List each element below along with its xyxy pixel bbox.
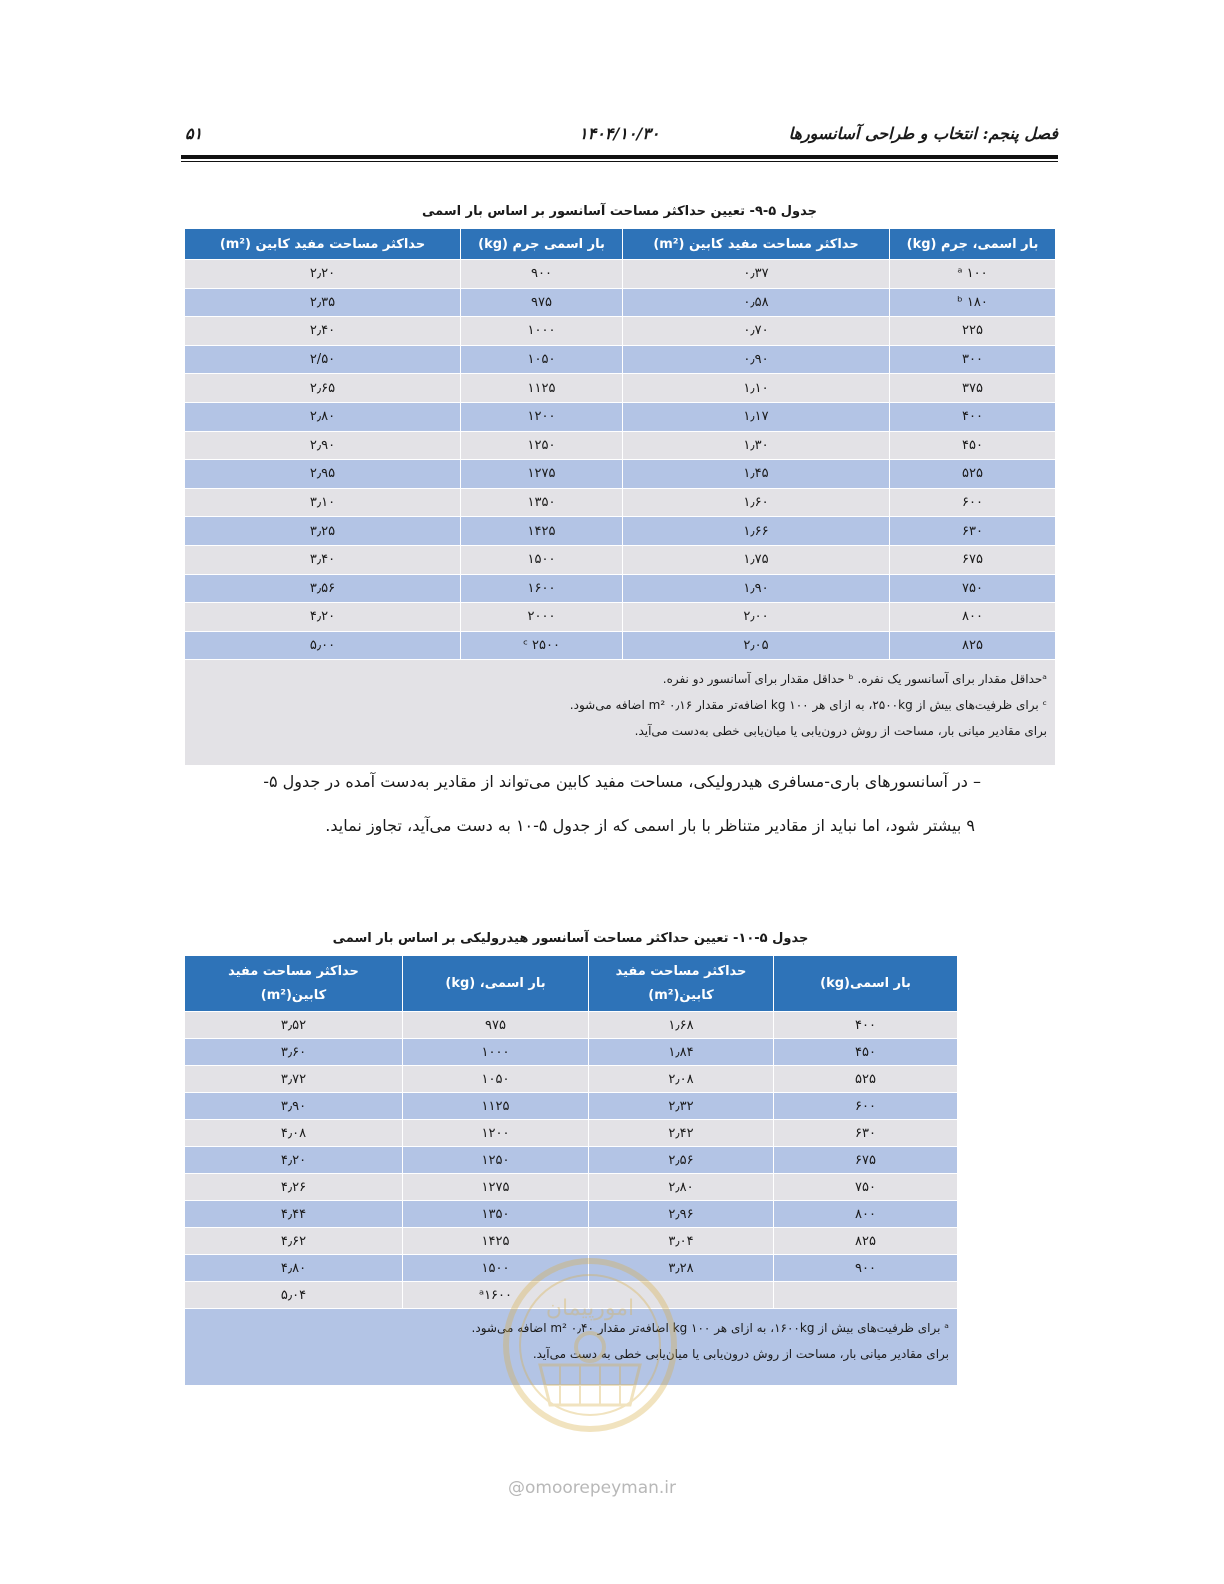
table-row bbox=[185, 260, 1056, 289]
table2-cell: ۳٫۲۸ bbox=[589, 1255, 774, 1282]
table2-footnote: برای مقادیر میانی بار، مساحت از روش درون‌یابی یا میان‌یابی خطی به دست می‌آید. bbox=[532, 1347, 949, 1361]
table2-cell: ۱۳۵۰ bbox=[403, 1201, 589, 1228]
table1-cell: ۱۵۰۰ bbox=[461, 545, 623, 574]
table1-cell: ۱٫۱۰ bbox=[623, 374, 890, 403]
table1-footnote: ᶜ برای ظرفیت‌های بیش از ۲۵۰۰kg، به ازای هر ۱۰۰ kg اضافه‌تر مقدار ۰٫۱۶ m² اضافه می‌شود. bbox=[569, 698, 1047, 713]
table2-caption: جدول ۵-۱۰- تعیین حداکثر مساحت آسانسور هیدرولیکی بر اساس بار اسمی bbox=[332, 931, 809, 946]
table2-cell: ۴۰۰ bbox=[774, 1012, 958, 1039]
table2-cell: ۳٫۰۴ bbox=[589, 1228, 774, 1255]
table1-cell: ۵٫۰۰ bbox=[185, 631, 461, 660]
table2-cell: ۲٫۳۲ bbox=[589, 1093, 774, 1120]
table-row bbox=[185, 402, 1056, 431]
table1-cell: ۱۸۰ ᵇ bbox=[890, 288, 1056, 317]
table2-cell: ۱۱۲۵ bbox=[403, 1093, 589, 1120]
table-row bbox=[185, 1039, 958, 1066]
table2-cell: ۱٫۸۴ bbox=[589, 1039, 774, 1066]
table1-cell: ۳٫۲۵ bbox=[185, 517, 461, 546]
table2-cell: ۴٫۲۰ bbox=[185, 1147, 403, 1174]
table2-cell: ۳٫۷۲ bbox=[185, 1066, 403, 1093]
table1-cell: ۱۰۰۰ bbox=[461, 317, 623, 346]
table-row bbox=[185, 1201, 958, 1228]
table1-cell: ۱٫۶۶ bbox=[623, 517, 890, 546]
table-row bbox=[185, 603, 1056, 632]
table-row bbox=[185, 431, 1056, 460]
table2-header-cell bbox=[403, 956, 589, 1012]
table2-cell: ۵۲۵ bbox=[774, 1066, 958, 1093]
table1-cell: ۱٫۹۰ bbox=[623, 574, 890, 603]
table1-cell: ۳٫۴۰ bbox=[185, 545, 461, 574]
table2-cell: ۱۰۰۰ bbox=[403, 1039, 589, 1066]
table1-header-cell: بار اسمی، جرم (kg) bbox=[890, 229, 1056, 260]
table1-cell: ۲٫۴۰ bbox=[185, 317, 461, 346]
watermark-logo bbox=[500, 1255, 680, 1435]
table2-footnote: ᵃ برای ظرفیت‌های بیش از ۱۶۰۰kg، به ازای هر ۱۰۰ kg اضافه‌تر مقدار ۰٫۴۰ m² اضافه می‌شود. bbox=[471, 1321, 949, 1335]
table1-cell: ۱۳۵۰ bbox=[461, 488, 623, 517]
table1-footnote: ᵃحداقل مقدار برای آسانسور یک نفره. ᵇ حداقل مقدار برای آسانسور دو نفره. bbox=[662, 672, 1047, 687]
page-header bbox=[181, 122, 1058, 152]
table1-cell: ۲/۵۰ bbox=[185, 345, 461, 374]
table1-cell: ۸۲۵ bbox=[890, 631, 1056, 660]
table2-header-cell bbox=[589, 956, 774, 1012]
table1-cell: ۱٫۱۷ bbox=[623, 402, 890, 431]
table2-cell: ۳٫۶۰ bbox=[185, 1039, 403, 1066]
table2-cell: ۱۲۷۵ bbox=[403, 1174, 589, 1201]
table1-header-cell: بار اسمی جرم (kg) bbox=[461, 229, 623, 260]
table2-cell: ۹۷۵ bbox=[403, 1012, 589, 1039]
table2-header-cell bbox=[774, 956, 958, 1012]
table1-cell: ۸۰۰ bbox=[890, 603, 1056, 632]
table2-header-line: بار اسمی، (kg) bbox=[445, 975, 546, 991]
table1-cell: ۴٫۲۰ bbox=[185, 603, 461, 632]
table2-cell: ۲٫۵۶ bbox=[589, 1147, 774, 1174]
table1-header-cell: حداکثر مساحت مفید کابین (m²) bbox=[623, 229, 890, 260]
table2-cell: ۱۲۰۰ bbox=[403, 1120, 589, 1147]
header-divider bbox=[181, 155, 1058, 159]
table1-cell: ۲٫۹۰ bbox=[185, 431, 461, 460]
table-row bbox=[185, 345, 1056, 374]
table2-cell: ۸۰۰ bbox=[774, 1201, 958, 1228]
table-row bbox=[185, 1174, 958, 1201]
table1-cell: ۰٫۵۸ bbox=[623, 288, 890, 317]
table2-cell: ۴٫۴۴ bbox=[185, 1201, 403, 1228]
table2-cell: ۴٫۲۶ bbox=[185, 1174, 403, 1201]
table1-cell: ۳۰۰ bbox=[890, 345, 1056, 374]
table-row bbox=[185, 460, 1056, 489]
table2-cell: ۲٫۹۶ bbox=[589, 1201, 774, 1228]
table2-header-line: حداکثر مساحت مفید bbox=[228, 963, 359, 979]
table2-cell: ۱۲۵۰ bbox=[403, 1147, 589, 1174]
table2-cell: ۲٫۸۰ bbox=[589, 1174, 774, 1201]
table1-cell: ۹۷۵ bbox=[461, 288, 623, 317]
table2-cell: ۱۵۰۰ bbox=[403, 1255, 589, 1282]
table2-cell: ۵٫۰۴ bbox=[185, 1282, 403, 1309]
table1-notes bbox=[185, 660, 1056, 766]
table1-cell: ۴۵۰ bbox=[890, 431, 1056, 460]
table1-cell: ۰٫۹۰ bbox=[623, 345, 890, 374]
body-paragraph-line2: ۹ بیشتر شود، اما نباید از مقادیر متناظر با بار اسمی که از جدول ۵-۱۰ به دست می‌آید، تجاوز نماید. bbox=[325, 816, 975, 835]
table1-cell: ۱٫۴۵ bbox=[623, 460, 890, 489]
table1-cell: ۲٫۶۵ bbox=[185, 374, 461, 403]
table1-cell: ۲۲۵ bbox=[890, 317, 1056, 346]
chapter-title: فصل پنجم: انتخاب و طراحی آسانسورها bbox=[788, 124, 1058, 143]
table-row bbox=[185, 1228, 958, 1255]
table1-cell: ۱٫۷۵ bbox=[623, 545, 890, 574]
table-row bbox=[185, 1012, 958, 1039]
table2-cell: ۱۰۵۰ bbox=[403, 1066, 589, 1093]
watermark-site: @omoorepeyman.ir bbox=[508, 1478, 677, 1498]
table1-cell: ۴۰۰ bbox=[890, 402, 1056, 431]
table1-cell: ۹۰۰ bbox=[461, 260, 623, 289]
table2-cell: ۲٫۰۸ bbox=[589, 1066, 774, 1093]
table2-header-line: کابین(m²) bbox=[648, 987, 714, 1003]
table2-cell: ۷۵۰ bbox=[774, 1174, 958, 1201]
table2-cell: ᵃ۱۶۰۰ bbox=[403, 1282, 589, 1309]
table2-cell: ۳٫۹۰ bbox=[185, 1093, 403, 1120]
body-paragraph-line1: – در آسانسورهای باری-مسافری هیدرولیکی، مساحت مفید کابین می‌تواند از مقادیر به‌دست آمده در جدول ۵- bbox=[263, 772, 981, 791]
table1-cell: ۳۷۵ bbox=[890, 374, 1056, 403]
table2-cell: ۶۰۰ bbox=[774, 1093, 958, 1120]
table2-cell: ۸۲۵ bbox=[774, 1228, 958, 1255]
table1-cell: ۰٫۷۰ bbox=[623, 317, 890, 346]
table-row bbox=[185, 1066, 958, 1093]
table-row bbox=[185, 517, 1056, 546]
table1-cell: ۲۰۰۰ bbox=[461, 603, 623, 632]
table1-cell: ۱۴۲۵ bbox=[461, 517, 623, 546]
table1-cell: ۱۱۲۵ bbox=[461, 374, 623, 403]
watermark-logo-text: امورپیمان bbox=[545, 1296, 635, 1321]
table-row bbox=[185, 488, 1056, 517]
table1-cell: ۶۳۰ bbox=[890, 517, 1056, 546]
table1-notes-row bbox=[185, 660, 1056, 766]
table1-cell: ۱٫۶۰ bbox=[623, 488, 890, 517]
table1-cell: ۲٫۸۰ bbox=[185, 402, 461, 431]
table-row bbox=[185, 545, 1056, 574]
table1-cell: ۶۷۵ bbox=[890, 545, 1056, 574]
table1-header-cell: حداکثر مساحت مفید کابین (m²) bbox=[185, 229, 461, 260]
table-row bbox=[185, 1147, 958, 1174]
table1-cell: ۱٫۳۰ bbox=[623, 431, 890, 460]
table1-cell: ۰٫۳۷ bbox=[623, 260, 890, 289]
table2-cell: ۲٫۴۲ bbox=[589, 1120, 774, 1147]
table1-cell: ۲٫۹۵ bbox=[185, 460, 461, 489]
table-row bbox=[185, 317, 1056, 346]
table1-header-row bbox=[185, 229, 1056, 260]
table1-cell: ۱۲۵۰ bbox=[461, 431, 623, 460]
table2-cell: ۴٫۰۸ bbox=[185, 1120, 403, 1147]
page-number: ۵۱ bbox=[185, 124, 203, 143]
table1-cell: ۲٫۰۵ bbox=[623, 631, 890, 660]
table2-cell: ۴٫۶۲ bbox=[185, 1228, 403, 1255]
table1-cell: ۱۰۰ ᵃ bbox=[890, 260, 1056, 289]
table1-cell: ۷۵۰ bbox=[890, 574, 1056, 603]
header-divider-thin bbox=[181, 161, 1058, 162]
table1-cell: ۳٫۵۶ bbox=[185, 574, 461, 603]
table1-cell: ۱۶۰۰ bbox=[461, 574, 623, 603]
table1-cell: ᶜ ۲۵۰۰ bbox=[461, 631, 623, 660]
table1-cell: ۲٫۰۰ bbox=[623, 603, 890, 632]
table1-cell: ۳٫۱۰ bbox=[185, 488, 461, 517]
table2-cell: ۱۴۲۵ bbox=[403, 1228, 589, 1255]
table-row bbox=[185, 1093, 958, 1120]
table1-footnote: برای مقادیر میانی بار، مساحت از روش درون‌یابی یا میان‌یابی خطی به‌دست می‌آید. bbox=[634, 724, 1047, 739]
table2-header-line: بار اسمی(kg) bbox=[820, 975, 911, 991]
table-row bbox=[185, 288, 1056, 317]
table-row bbox=[185, 374, 1056, 403]
table2-cell: ۶۳۰ bbox=[774, 1120, 958, 1147]
table1-cell: ۲٫۳۵ bbox=[185, 288, 461, 317]
table1-caption: جدول ۵-۹- تعیین حداکثر مساحت آسانسور بر اساس بار اسمی bbox=[421, 204, 817, 219]
table-row bbox=[185, 1120, 958, 1147]
table1-cell: ۲٫۲۰ bbox=[185, 260, 461, 289]
table2-header-line: حداکثر مساحت مفید bbox=[615, 963, 747, 979]
table1 bbox=[184, 228, 1056, 766]
table2-header-row bbox=[185, 956, 958, 1012]
table2-cell: ۶۷۵ bbox=[774, 1147, 958, 1174]
header-date: ۱۴۰۴/۱۰/۳۰ bbox=[579, 124, 660, 143]
table1-cell: ۱۲۰۰ bbox=[461, 402, 623, 431]
table2-cell bbox=[774, 1282, 958, 1309]
table2-cell: ۹۰۰ bbox=[774, 1255, 958, 1282]
table2-header-line: کابین(m²) bbox=[260, 987, 327, 1003]
table1-cell: ۶۰۰ bbox=[890, 488, 1056, 517]
table-row bbox=[185, 574, 1056, 603]
table2-cell: ۳٫۵۲ bbox=[185, 1012, 403, 1039]
table1-cell: ۵۲۵ bbox=[890, 460, 1056, 489]
table1-cell: ۱۲۷۵ bbox=[461, 460, 623, 489]
table1-cell: ۱۰۵۰ bbox=[461, 345, 623, 374]
table2-cell: ۱٫۶۸ bbox=[589, 1012, 774, 1039]
table2-header-cell bbox=[185, 956, 403, 1012]
table2-cell: ۴٫۸۰ bbox=[185, 1255, 403, 1282]
table-row bbox=[185, 631, 1056, 660]
table2-cell: ۴۵۰ bbox=[774, 1039, 958, 1066]
